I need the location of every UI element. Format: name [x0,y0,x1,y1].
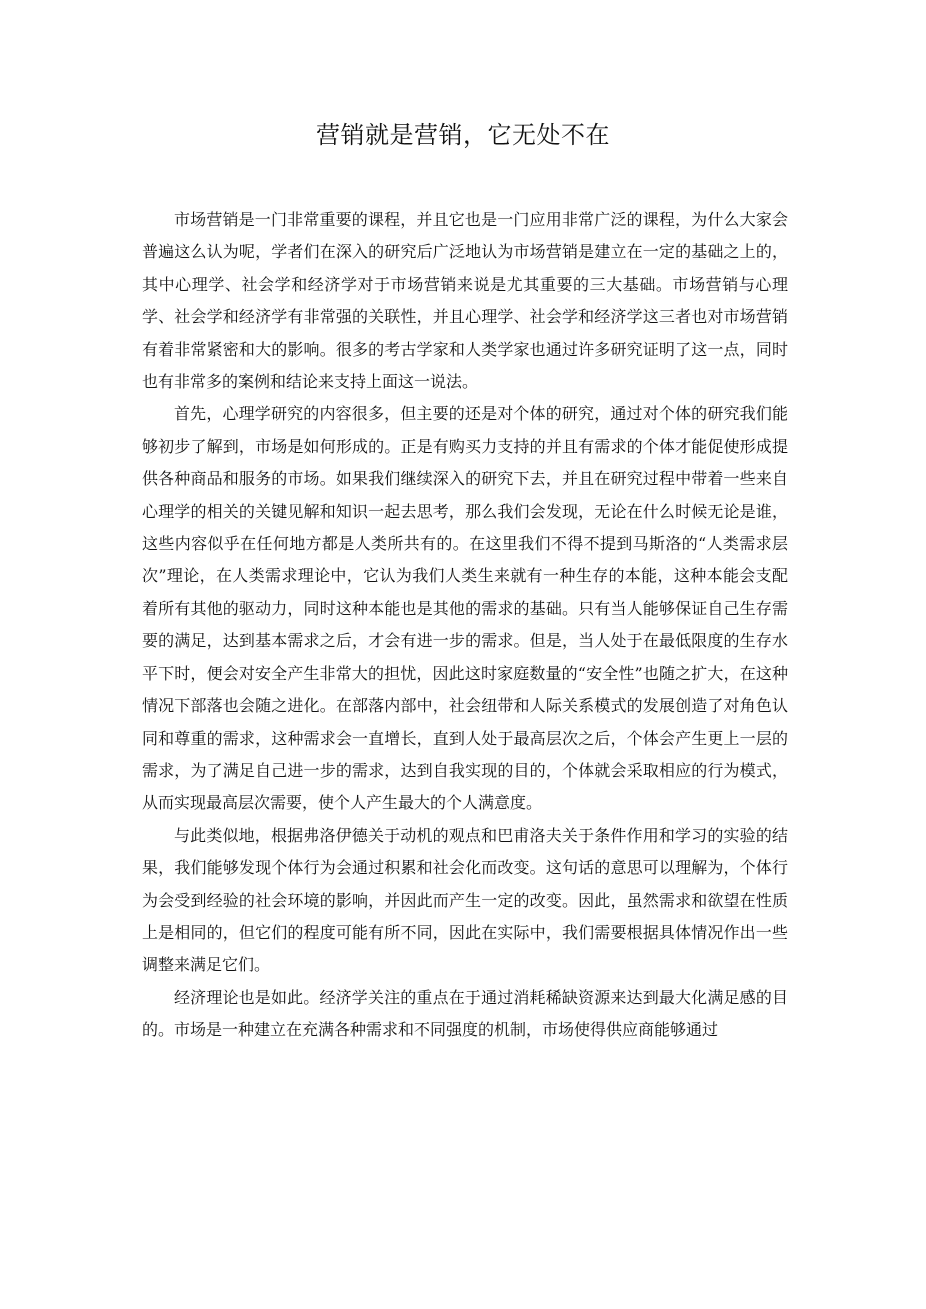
document-body [142,204,788,1047]
paragraph-intro: 市场营销是一门非常重要的课程，并且它也是一门应用非常广泛的课程，为什么大家会普遍这么认为呢，学者们在深入的研究后广泛地认为市场营销是建立在一定的基础之上的，其中心理学、社会学和经济学对于市场营销来说是尤其重要的三大基础。市场营销与心理学、社会学和经济学有非常强的关联性，并且心理学、社会学和经济学这三者也对市场营销有着非常紧密和大的影响。很多的考古学家和人类学家也通过许多研究证明了这一点，同时也有非常多的案例和结论来支持上面这一说法。 [142,210,788,392]
document-title: 营销就是营销，它无处不在 [316,121,610,149]
paragraph-economics: 经济理论也是如此。经济学关注的重点在于通过消耗稀缺资源来达到最大化满足感的目的。市场是一种建立在充满各种需求和不同强度的机制，市场使得供应商能够通过 [142,987,788,1040]
paragraph-psychology: 首先，心理学研究的内容很多，但主要的还是对个体的研究，通过对个体的研究我们能够初步了解到，市场是如何形成的。正是有购买力支持的并且有需求的个体才能促使形成提供各种商品和服务的市场。如果我们继续深入的研究下去，并且在研究过程中带着一些来自心理学的相关的关键见解和知识一起去思考，那么我们会发现，无论在什么时候无论是谁，这些内容似乎在任何地方都是人类所共有的。在这里我们不得不提到马斯洛的“人类需求层次”理论，在人类需求理论中，它认为我们人类生来就有一种生存的本能，这种本能会支配着所有其他的驱动力，同时这种本能也是其他的需求的基础。只有当人能够保证自己生存需要的满足，达到基本需求之后，才会有进一步的需求。但是，当人处于在最低限度的生存水平下时，便会对安全产生非常大的担忧，因此这时家庭数量的“安全性”也随之扩大，在这种情况下部落也会随之进化。在部落内部中，社会纽带和人际关系模式的发展创造了对角色认同和尊重的需求，这种需求会一直增长，直到人处于最高层次之后，个体会产生更上一层的需求，为了满足自己进一步的需求，达到自我实现的目的，个体就会采取相应的行为模式，从而实现最高层次需要，使个人产生最大的个人满意度。 [142,404,788,813]
paragraph-behavior: 与此类似地，根据弗洛伊德关于动机的观点和巴甫洛夫关于条件作用和学习的实验的结果，我们能够发现个体行为会通过积累和社会化而改变。这句话的意思可以理解为，个体行为会受到经验的社会环境的影响，并因此而产生一定的改变。因此，虽然需求和欲望在性质上是相同的，但它们的程度可能有所不同，因此在实际中，我们需要根据具体情况作出一些调整来满足它们。 [142,825,788,975]
